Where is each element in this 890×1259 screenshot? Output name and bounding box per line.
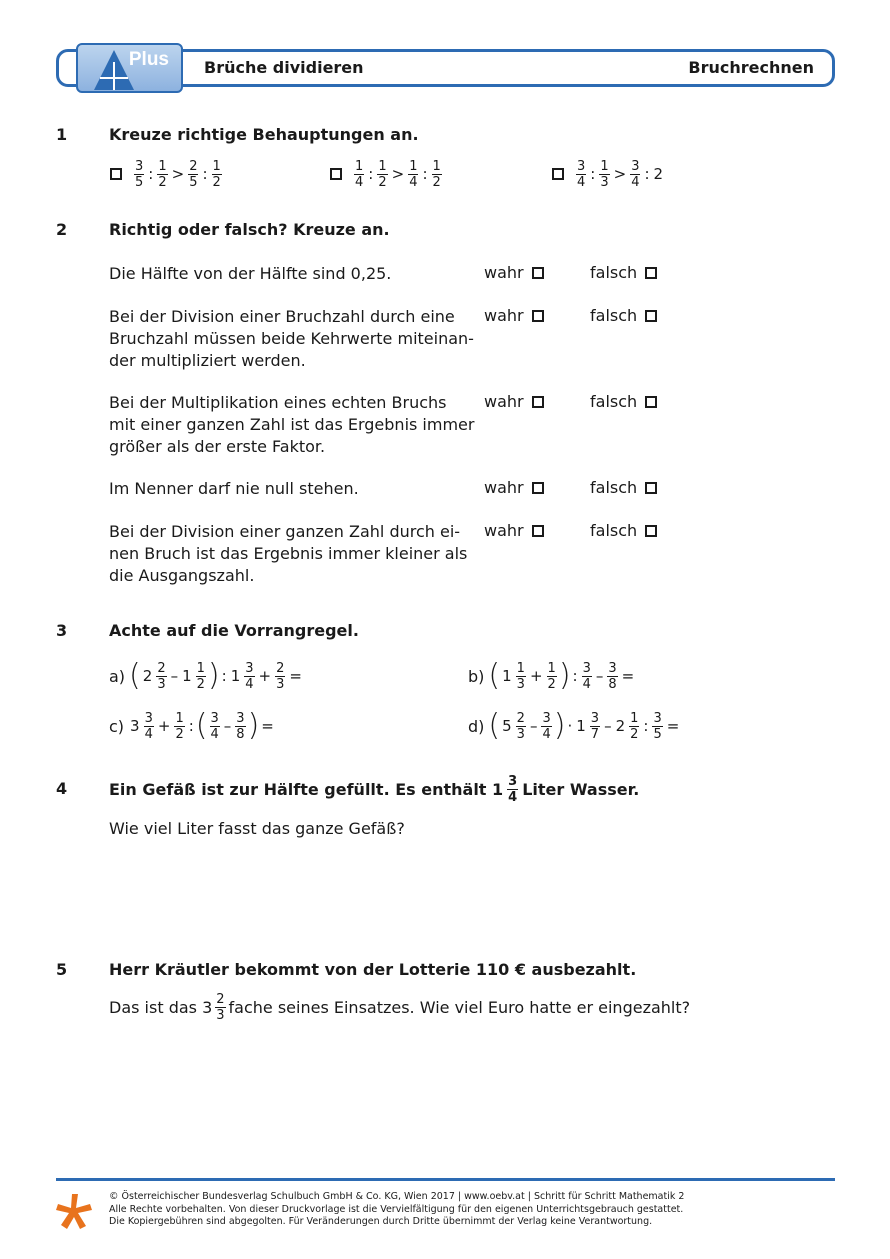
task-3-b: b) ( 1 $\frac{1}{3}$ + $\frac{1}{2}$ ) : $\frac{3}{4}$ – $\frac{3}{8}$ = bbox=[468, 658, 635, 693]
false-option-1[interactable]: falsch bbox=[590, 263, 657, 282]
task-4-number: 4 bbox=[56, 779, 68, 798]
task-4-question: Wie viel Liter fasst das ganze Gefäß? bbox=[109, 819, 405, 838]
publisher-logo-icon bbox=[54, 1192, 94, 1230]
task-5-heading: Herr Kräutler bekommt von der Lotterie 110 € ausbezahlt. bbox=[109, 960, 637, 979]
checkbox[interactable] bbox=[645, 525, 657, 537]
task-1-item-3: $\frac{3}{4}$ : $\frac{1}{3}$ > $\frac{3}{4}$ : 2 bbox=[552, 154, 665, 194]
task-2-heading: Richtig oder falsch? Kreuze an. bbox=[109, 220, 390, 239]
task-3-c: c) 3 $\frac{3}{4}$ + $\frac{1}{2}$ : ( $\frac{3}{4}$ – $\frac{3}{8}$ ) = bbox=[109, 708, 274, 743]
task-3-d: d) ( 5 $\frac{2}{3}$ – $\frac{3}{4}$ ) · 1 $\frac{3}{7}$ – 2 $\frac{1}{2}$ : $\frac{3}{5}$ = bbox=[468, 708, 680, 743]
checkbox[interactable] bbox=[645, 396, 657, 408]
task-2-number: 2 bbox=[56, 220, 68, 239]
checkbox[interactable] bbox=[330, 168, 342, 180]
false-option-2[interactable]: falsch bbox=[590, 306, 657, 325]
footer-copyright: © Österreichischer Bundesverlag Schulbuch GmbH & Co. KG, Wien 2017 | www.oebv.at | Schritt für Schritt Mathematik 2 Alle Rechte vorbehalten. Von dieser Druckvorlage ist die Vervielfältigung für den eigenen Unterrichtsgebrauch gestattet. Die Kopiergebühren sind abgegolten. Für Veränderungen durch Dritte übernimmt der Verlag keine Verantwortung. bbox=[109, 1191, 685, 1227]
task-3-a: a) ( 2 $\frac{2}{3}$ – 1 $\frac{1}{2}$ ) : 1 $\frac{3}{4}$ + $\frac{2}{3}$ = bbox=[109, 658, 302, 693]
checkbox[interactable] bbox=[532, 525, 544, 537]
statement-5: Bei der Division einer ganzen Zahl durch ei- nen Bruch ist das Ergebnis immer kleiner als die Ausgangszahl. bbox=[109, 522, 468, 585]
task-1-item-1: $\frac{3}{5}$ : $\frac{1}{2}$ > $\frac{2}{5}$ : $\frac{1}{2}$ bbox=[110, 154, 224, 194]
false-option-5[interactable]: falsch bbox=[590, 521, 657, 540]
false-option-4[interactable]: falsch bbox=[590, 478, 657, 497]
true-option-4[interactable]: wahr bbox=[484, 478, 544, 497]
statement-3: Bei der Multiplikation eines echten Bruchs mit einer ganzen Zahl ist das Ergebnis immer größer als der erste Faktor. bbox=[109, 393, 475, 456]
checkbox[interactable] bbox=[552, 168, 564, 180]
task-1-number: 1 bbox=[56, 125, 68, 144]
task-1-item-2: $\frac{1}{4}$ : $\frac{1}{2}$ > $\frac{1}{4}$ : $\frac{1}{2}$ bbox=[330, 154, 444, 194]
logo-plus-text: Plus bbox=[128, 49, 169, 70]
checkbox[interactable] bbox=[532, 482, 544, 494]
task-5-number: 5 bbox=[56, 960, 68, 979]
checkbox[interactable] bbox=[532, 310, 544, 322]
checkbox[interactable] bbox=[645, 482, 657, 494]
checkbox[interactable] bbox=[110, 168, 122, 180]
task-3-number: 3 bbox=[56, 621, 68, 640]
true-option-1[interactable]: wahr bbox=[484, 263, 544, 282]
checkbox[interactable] bbox=[645, 267, 657, 279]
task-3-heading: Achte auf die Vorrangregel. bbox=[109, 621, 359, 640]
page-title: Brüche dividieren bbox=[204, 58, 364, 77]
statement-2: Bei der Division einer Bruchzahl durch eine Bruchzahl müssen beide Kehrwerte miteinan- der multipliziert werden. bbox=[109, 307, 474, 370]
subject-title: Bruchrechnen bbox=[688, 58, 814, 77]
true-option-2[interactable]: wahr bbox=[484, 306, 544, 325]
false-option-3[interactable]: falsch bbox=[590, 392, 657, 411]
checkbox[interactable] bbox=[645, 310, 657, 322]
true-option-5[interactable]: wahr bbox=[484, 521, 544, 540]
task-1-heading: Kreuze richtige Behauptungen an. bbox=[109, 125, 419, 144]
task-5-question: Das ist das 3 $\frac{2}{3}$ fache seines Einsatzes. Wie viel Euro hatte er eingezahlt? bbox=[109, 991, 691, 1023]
footer-divider bbox=[56, 1178, 835, 1181]
task-4-heading: Ein Gefäß ist zur Hälfte gefüllt. Es enthält 1 $\frac{3}{4}$ Liter Wasser. bbox=[109, 773, 640, 805]
checkbox[interactable] bbox=[532, 267, 544, 279]
statement-1: Die Hälfte von der Hälfte sind 0,25. bbox=[109, 264, 392, 283]
checkbox[interactable] bbox=[532, 396, 544, 408]
true-option-3[interactable]: wahr bbox=[484, 392, 544, 411]
statement-4: Im Nenner darf nie null stehen. bbox=[109, 479, 359, 498]
plus-logo bbox=[76, 43, 183, 93]
